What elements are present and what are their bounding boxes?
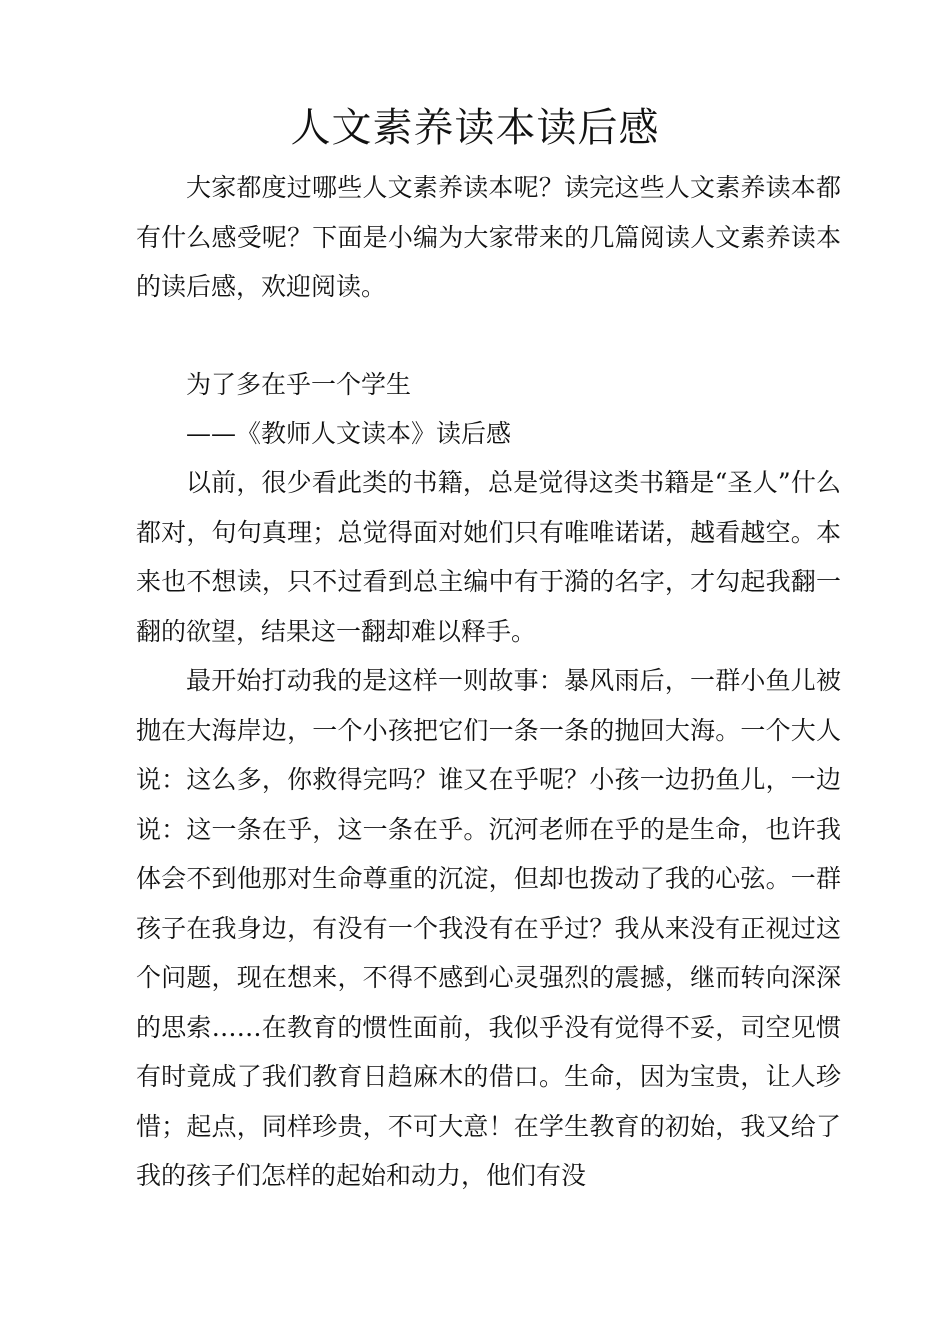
body-paragraph-1: 以前，很少看此类的书籍，总是觉得这类书籍是“圣人”什么都对，句句真理；总觉得面对她们只有唯唯诺诺，越看越空。本来也不想读，只不过看到总主编中有于漪的名字，才勾起我翻一翻的欲望，结果这一翻却难以释手。 xyxy=(136,468,841,646)
body-paragraph-2: 最开始打动我的是这样一则故事：暴风雨后，一群小鱼儿被抛在大海岸边，一个小孩把它们一条一条的抛回大海。一个大人说：这么多，你救得完吗？谁又在乎呢？小孩一边扔鱼儿，一边说：这一条在乎，这一条在乎。沉河老师在乎的是生命，也许我体会不到他那对生命尊重的沉淀，但却也拨动了我的心弦。一群孩子在我身边，有没有一个我没有在乎过？我从来没有正视过这个问题，现在想来，不得不感到心灵强烈的震撼，继而转向深深的思索……在教育的惯性面前，我似乎没有觉得不妥，司空见惯有时竟成了我们教育日趋麻木的借口。生命，因为宝贵，让人珍惜；起点，同样珍贵，不可大意！在学生教育的初始，我又给了我的孩子们怎样的起始和动力，他们有没 xyxy=(136,666,841,1190)
essay-title: 为了多在乎一个学生 xyxy=(186,370,412,399)
essay-subtitle: ——《教师人文读本》读后感 xyxy=(186,419,512,448)
document-title: 人文素养读本读后感 xyxy=(290,105,660,151)
intro-paragraph: 大家都度过哪些人文素养读本呢？读完这些人文素养读本都有什么感受呢？下面是小编为大家带来的几篇阅读人文素养读本的读后感，欢迎阅读。 xyxy=(136,173,841,301)
